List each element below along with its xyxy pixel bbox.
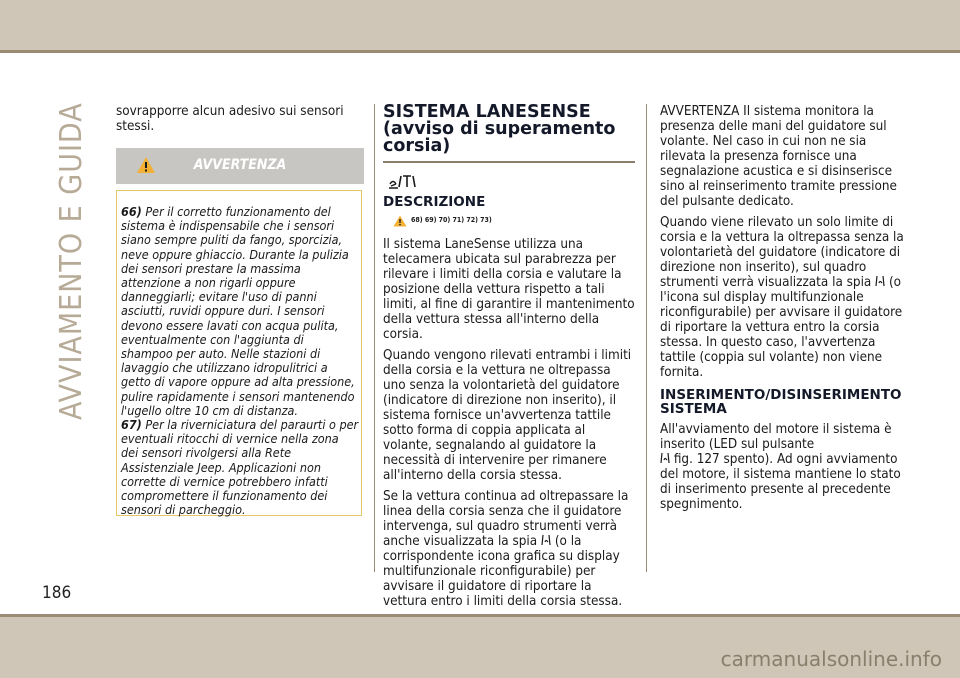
lane-warning-icon (541, 534, 551, 546)
warning-refs-text: 68) 69) 70) 71) 72) 73) (411, 216, 492, 224)
page-number: 186 (42, 583, 72, 603)
warning-refs (383, 215, 635, 231)
warning-box (116, 190, 362, 516)
chapter-side-title: AVVIAMENTO E GUIDA (54, 102, 89, 420)
lanesense-button-icon (660, 452, 670, 464)
lane-warning-icon (875, 275, 885, 287)
warning-header (116, 148, 364, 184)
paragraph-5: Quando viene rilevato un solo limite di corsia e la vettura la oltrepassa senza la volontarietà del guidatore (indicatore di direzione non inserito), sul quadro strumenti verrà visualizzata la spia (o l'icona sul display multifunzionale riconfigurabile) per avvisare il guidatore di riportare la vettura entro la corsia stessa. In questo caso, l'avvertenza tattile (coppia sul volante) non viene fornita. (660, 215, 904, 380)
paragraph-2: Quando vengono rilevati entrambi i limiti della corsia e la vettura ne oltrepassa uno senza la volontarietà del guidatore (indicatore di direzione non inserito), il sistema fornisce un'avvertenza tattile sotto forma di coppia applicata al volante, segnalando al guidatore la necessità di intervenire per rimanere all'interno della corsia stessa. (383, 348, 632, 483)
warning-title: AVVERTENZA (193, 157, 287, 173)
warning-small-icon (393, 215, 407, 227)
footer-rule (0, 614, 960, 617)
paragraph-6: All'avviamento del motore il sistema è inserito (LED sul pulsante fig. 127 spento). Ad ogni avviamento del motore, il sistema mantiene lo stato di inserimento presente al precedente spegnimento. (660, 422, 901, 512)
column-3 (660, 104, 912, 518)
warning-note-67: 67) Per la riverniciatura del paraurti o per eventuali ritocchi di vernice nella zona dei sensori rivolgersi alla Rete Assistenziale Jeep. Applicazioni non corrette di vernice potrebbero infatti compromettere il funzionamento dei sensori di parcheggio. (121, 417, 359, 518)
warning-note-66: 66) Per il corretto funzionamento del sistema è indispensabile che i sensori siano sempre puliti da fango, sporcizia, neve oppure ghiaccio. Durante la pulizia dei sensori prestare la massima attenzione a non rigarli oppure danneggiarli; evitare l'uso di panni asciutti, ruvidi oppure duri. I sensori devono essere lavati con acqua pulita, eventualmente con l'aggiunta di shampoo per auto. Nelle stazioni di lavaggio che utilizzano idropulitrici a getto di vapore oppure ad alta pressione, pulire rapidamente i sensori mantenendo l'ugello oltre 10 cm di distanza. (121, 204, 355, 418)
column-2 (383, 104, 635, 615)
header-rule (0, 50, 960, 53)
section-title: SISTEMA LANESENSE (avviso di superamento corsia) (383, 102, 616, 156)
paragraph-1: Il sistema LaneSense utilizza una telecamera ubicata sul parabrezza per rilevare i limiti della corsia e valutare la posizione della vettura rispetto a tali limiti, al fine di garantire il mantenimento della vettura stessa all'interno della corsia. (383, 237, 635, 342)
section-rule (383, 161, 635, 163)
paragraph-4: AVVERTENZA Il sistema monitora la presenza delle mani del guidatore sul volante. Nel caso in cui non ne sia rilevata la presenza fornisce una segnalazione acustica e si disinserisce sino al reinserimento tramite pressione del pulsante dedicato. (660, 104, 897, 209)
column-divider (374, 104, 375, 572)
header-band (0, 0, 960, 50)
column-divider-2 (646, 104, 647, 572)
paragraph-3: Se la vettura continua ad oltrepassare la linea della corsia senza che il guidatore intervenga, sul quadro strumenti verrà anche visualizzata la spia (o la corrispondente icona grafica su display multifunzionale riconfigurabile) per avvisare il guidatore di riportare la vettura entro i limiti della corsia stessa. (383, 489, 629, 609)
column-1 (116, 104, 364, 140)
intro-text: sovrapporre alcun adesivo sui sensori stessi. (116, 104, 344, 134)
watermark: carmanualsonline.info (720, 647, 942, 671)
lanesense-icon (387, 173, 417, 189)
description-title: DESCRIZIONE (383, 194, 486, 210)
activation-title: INSERIMENTO/DISINSERIMENTO SISTEMA (660, 387, 902, 417)
